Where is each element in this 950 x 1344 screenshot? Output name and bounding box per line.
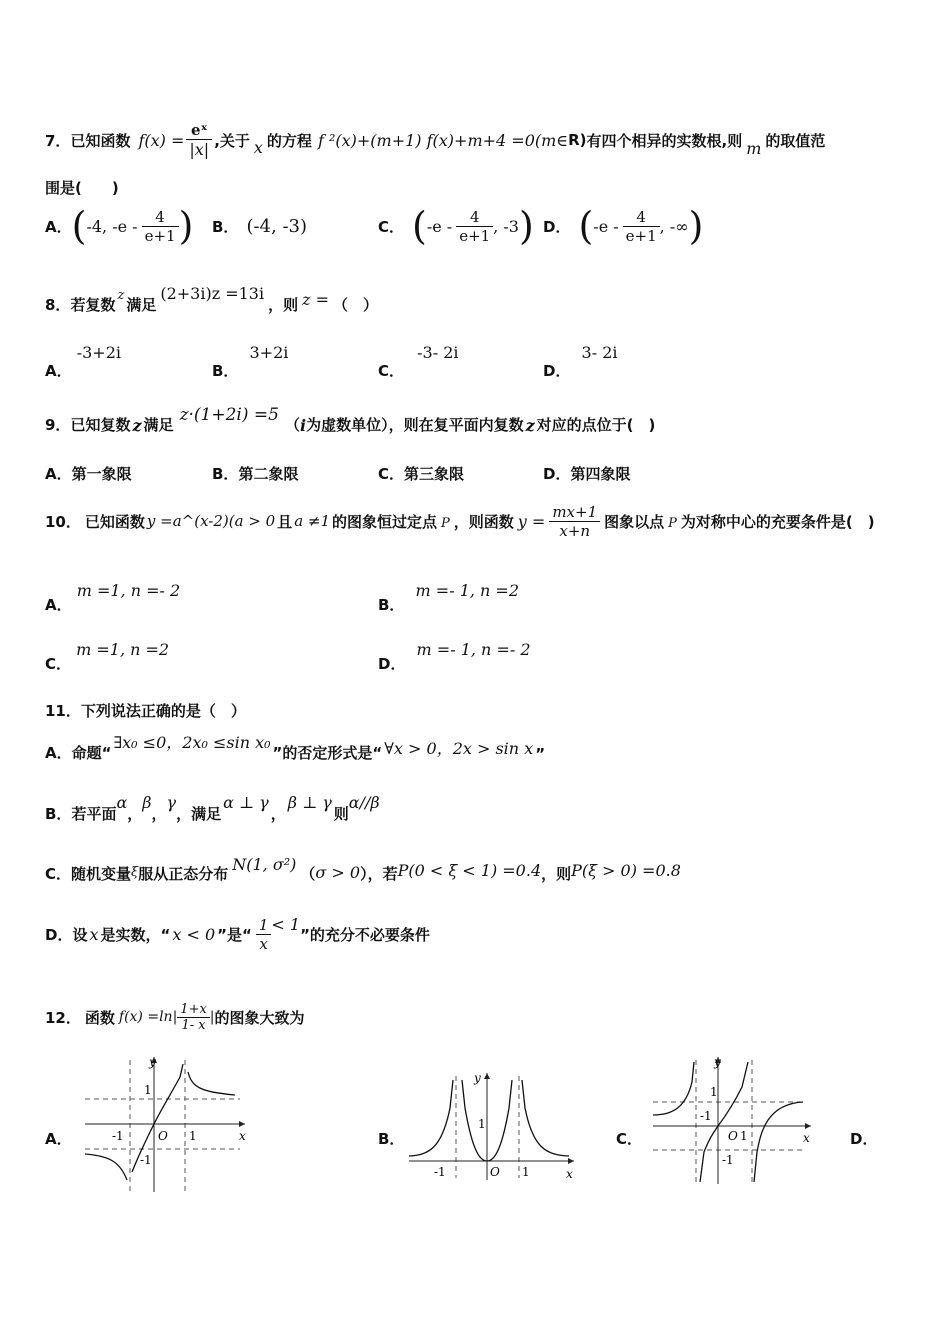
q7-text-1: 已知函数	[70, 131, 131, 150]
q9-text-3: （	[284, 416, 300, 434]
q11-option-c-text-3: （	[300, 865, 316, 883]
q11-number: 11．	[45, 702, 81, 720]
q10-y-numerator: mx+1	[549, 503, 600, 522]
q9-option-a	[45, 463, 132, 484]
q7-option-d-label: D．	[543, 217, 571, 236]
q8-stem	[45, 285, 378, 315]
q7-text-4: 有四个相异的实数根,则	[586, 131, 743, 150]
q7-func-denominator: |x|	[189, 140, 210, 159]
q8-text-4: （ ）	[333, 296, 379, 314]
q9-option-a-label: A．	[45, 465, 72, 483]
q7-equation-r: R)	[568, 131, 587, 149]
q7-option-d-rparen: )	[688, 204, 704, 248]
q12-a-tick-1-x: 1	[189, 1129, 197, 1143]
q10-option-b-text: m =- 1, n =2	[415, 581, 520, 600]
q12-option-c-label: C．	[616, 1130, 643, 1148]
q9-option-a-text: 第一象限	[71, 465, 132, 483]
q11-option-a-text-1: 命题“	[71, 744, 112, 762]
q7-equation: f ²(x)+(m+1) f(x)+m+4 =0(m∈	[317, 130, 569, 150]
q11-option-b-comma-3: ，	[270, 805, 286, 823]
q11-option-c-math-4: P(ξ > 0) =0.8	[571, 861, 681, 880]
q9-option-b-text: 第二象限	[238, 465, 299, 483]
q7-option-c	[378, 203, 534, 249]
q11-option-c	[45, 852, 681, 884]
q11-option-d-denominator: x	[259, 934, 268, 953]
q11-option-c-label: C．	[45, 865, 72, 883]
q11-option-d-text-1: 设	[72, 925, 88, 944]
q8-option-d-label: D．	[543, 362, 571, 380]
q7-option-a-pre: -4, -e -	[86, 216, 138, 236]
q10-text-2: 且	[277, 512, 293, 531]
q11-option-d-text-2: 是实数，“	[100, 925, 171, 944]
q9-text-5: 对应的点位于( )	[536, 416, 656, 434]
q7-option-d-numerator: 4	[623, 208, 660, 227]
q11-option-b	[45, 792, 380, 824]
q11-option-c-text-4: ），若	[360, 865, 398, 883]
q12-a-tick-neg1-y: -1	[140, 1153, 152, 1167]
q11-option-c-xi: ξ	[131, 865, 139, 880]
q11-option-a-math-2: ∀x > 0，2x > sin x	[384, 739, 534, 758]
q7-text-2: ,关于	[214, 131, 250, 150]
q10-option-b	[378, 580, 520, 614]
q10-text-5: 图象以点	[604, 512, 665, 531]
q12-c-tick-1-y: 1	[710, 1085, 718, 1099]
q10-stem	[45, 498, 875, 544]
q7-func-lhs: f(x) =	[138, 130, 185, 150]
q7-option-d-fraction	[623, 208, 660, 245]
q12-text-2: 的图象大致为	[214, 1008, 305, 1027]
q11-stem	[45, 700, 246, 721]
q9-z2: z	[525, 416, 535, 435]
q7-option-b-label: B．	[212, 217, 239, 236]
q11-option-d-lt: < 1	[271, 914, 301, 934]
q12-func-fraction	[177, 1002, 210, 1033]
q10-point-p2: P	[668, 515, 677, 531]
q8-text-3: ，则	[268, 296, 299, 314]
q10-option-a	[45, 580, 181, 614]
q8-option-a-text: -3+2i	[76, 343, 121, 362]
q10-option-a-text: m =1, n =- 2	[76, 581, 181, 600]
q12-text-1: 函数	[84, 1008, 115, 1027]
q12-a-tick-1-y: 1	[144, 1083, 152, 1097]
q10-number: 10．	[45, 512, 81, 531]
q10-text-4: ，则函数	[453, 512, 514, 531]
q8-option-c	[378, 342, 459, 380]
q11-option-d-fraction	[256, 916, 272, 953]
q10-option-a-label: A．	[45, 596, 72, 614]
q12-func-numerator: 1+x	[177, 1002, 210, 1018]
q11-option-b-comma-1: ，	[127, 805, 143, 823]
q10-y-denominator: x+n	[559, 521, 591, 540]
q10-function: y =a^(x-2)(a > 0	[146, 512, 276, 530]
q7-option-b	[212, 203, 307, 249]
q11-option-a-label: A．	[45, 744, 72, 762]
q10-text-1: 已知函数	[84, 512, 145, 531]
q7-option-a	[45, 203, 193, 249]
q7-option-c-rparen: )	[518, 204, 534, 248]
q7-option-c-post: , -3	[493, 216, 519, 236]
q11-option-d-text-4: ”的充分不必要条件	[300, 925, 430, 944]
q7-var-m: m	[746, 138, 762, 158]
q12-c-y-label: y	[714, 1055, 721, 1069]
q7-option-a-rparen: )	[178, 204, 194, 248]
q9-i: i	[299, 416, 307, 435]
q11-option-b-text-3: 则	[333, 805, 349, 823]
q8-var-z: z	[117, 288, 125, 303]
q11-option-b-label: B．	[45, 805, 72, 823]
q9-option-d-label: D．	[543, 465, 571, 483]
q11-option-d-numerator: 1	[256, 916, 272, 935]
q12-a-origin-label: O	[158, 1129, 168, 1143]
q12-option-c-graph	[648, 1052, 818, 1190]
q9-z1: z	[132, 416, 142, 435]
q8-ask: z =	[302, 290, 330, 309]
q12-c-origin-label: O	[728, 1129, 738, 1143]
q7-stem-line2: 围是( )	[45, 179, 119, 197]
q8-option-b-label: B．	[212, 362, 239, 380]
q11-option-d	[45, 910, 430, 958]
q7-option-d-lparen: (	[578, 204, 594, 248]
q10-option-c	[45, 639, 170, 673]
q11-option-a-text-3: ”	[535, 745, 546, 763]
q11-option-b-text-1: 若平面	[71, 805, 117, 823]
q11-option-b-text-2: ，满足	[176, 805, 222, 823]
q7-text-3: 的方程	[266, 131, 312, 150]
q10-option-c-label: C．	[45, 655, 72, 673]
q12-c-x-label: x	[803, 1131, 810, 1145]
q11-option-c-text-1: 随机变量	[71, 865, 132, 883]
q10-text-6: 为对称中心的充要条件是( )	[680, 512, 875, 531]
q11-option-b-comma-2: ，	[151, 805, 167, 823]
q9-text-1: 已知复数	[70, 416, 131, 434]
q10-option-d-text: m =- 1, n =- 2	[416, 640, 531, 659]
q7-stem	[45, 120, 825, 160]
q11-option-d-math-1: x < 0	[172, 924, 216, 944]
q8-option-d-text: 3- 2i	[581, 343, 618, 362]
q11-option-a-text-2: ”的否定形式是“	[272, 744, 383, 762]
q8-option-a	[45, 342, 121, 380]
q10-text-3: 的图象恒过定点	[332, 512, 438, 531]
q7-option-c-denominator: e+1	[459, 226, 491, 245]
q12-option-d-label: D．	[850, 1130, 878, 1148]
q12-b-tick-1-y: 1	[478, 1117, 486, 1131]
q7-var-x: x	[253, 137, 263, 157]
q8-text-1: 若复数	[70, 296, 116, 314]
q11-option-a	[45, 733, 545, 763]
q12-option-a-graph	[80, 1052, 260, 1198]
q7-option-d-denominator: e+1	[625, 226, 657, 245]
q9-text-4: 为虚数单位），则在复平面内复数	[306, 416, 524, 434]
q7-option-a-lparen: (	[71, 204, 87, 248]
q12-b-tick-neg1-x: -1	[434, 1165, 446, 1179]
q11-option-c-math-1: N(1, σ²)	[232, 855, 297, 874]
q12-b-origin-label: O	[490, 1165, 500, 1179]
q9-option-b-label: B．	[212, 465, 239, 483]
q7-option-c-pre: -e -	[426, 216, 453, 236]
q10-point-p1: P	[441, 515, 450, 531]
q7-text-5: 的取值范	[765, 131, 826, 150]
q9-option-c	[378, 463, 464, 484]
q11-option-d-label: D．	[45, 925, 73, 944]
q10-option-b-label: B．	[378, 596, 405, 614]
q11-text: 下列说法正确的是（ ）	[80, 702, 246, 720]
q7-option-d	[543, 203, 703, 249]
q7-option-d-pre: -e -	[593, 216, 619, 236]
q12-b-tick-1-x: 1	[522, 1165, 530, 1179]
q7-option-b-text: (-4, -3)	[246, 215, 307, 237]
q12-stem	[45, 996, 305, 1038]
q12-c-tick-neg1-y: -1	[722, 1153, 734, 1167]
q8-option-d	[543, 342, 618, 380]
q9-option-d	[543, 463, 630, 484]
q12-a-tick-neg1-x: -1	[112, 1129, 124, 1143]
q10-condition: a ≠1	[294, 512, 331, 530]
q9-option-b	[212, 463, 298, 484]
q11-option-c-math-2: σ > 0	[315, 863, 361, 882]
q11-option-b-math-2: β ⊥ γ	[287, 793, 332, 812]
q11-option-b-math-3: α//β	[348, 793, 380, 812]
q8-option-c-label: C．	[378, 362, 405, 380]
q10-option-c-text: m =1, n =2	[76, 640, 170, 659]
q8-condition: (2+3i)z =13i	[160, 284, 265, 303]
q12-func-rhs: |	[209, 1009, 215, 1025]
q9-option-c-label: C．	[378, 465, 405, 483]
q12-number: 12．	[45, 1008, 81, 1027]
q7-option-c-label: C．	[378, 217, 405, 236]
q7-option-a-numerator: 4	[142, 208, 179, 227]
q7-option-a-label: A．	[45, 217, 72, 236]
q12-option-b-graph	[404, 1068, 579, 1186]
q7-func-numerator: eˣ	[186, 121, 212, 140]
q7-func-fraction	[186, 121, 212, 159]
q10-y-fraction	[549, 503, 600, 540]
q7-option-c-fraction	[456, 208, 493, 245]
q9-text-2: 满足	[143, 416, 174, 434]
q10-y-lhs: y =	[517, 511, 546, 531]
q10-option-d	[378, 639, 531, 673]
q12-a-y-label: y	[149, 1055, 156, 1069]
q8-option-c-text: -3- 2i	[417, 343, 459, 362]
q12-c-tick-1-x: 1	[740, 1129, 748, 1143]
q12-c-tick-neg1-x: -1	[700, 1109, 712, 1123]
q7-option-a-denominator: e+1	[144, 226, 176, 245]
q11-option-b-alpha: α	[116, 793, 128, 812]
q11-option-b-beta: β	[142, 793, 152, 812]
q7-option-c-numerator: 4	[456, 208, 493, 227]
q10-option-d-label: D．	[378, 655, 406, 673]
q12-option-b-label: B．	[378, 1130, 405, 1148]
q8-option-a-label: A．	[45, 362, 72, 380]
q12-func-lhs: f(x) =ln|	[118, 1009, 178, 1025]
q12-a-x-label: x	[239, 1129, 246, 1143]
q12-b-y-label: y	[474, 1071, 481, 1085]
q7-option-c-lparen: (	[412, 204, 427, 248]
q7-option-d-post: , -∞	[659, 216, 689, 236]
q12-func-denominator: 1- x	[181, 1017, 206, 1033]
q11-option-c-text-5: ，则	[541, 865, 572, 883]
q9-stem	[45, 405, 655, 435]
q8-option-b	[212, 342, 289, 380]
q8-text-2: 满足	[126, 296, 157, 314]
q11-option-c-text-2: 服从正态分布	[138, 865, 229, 883]
q11-option-b-gamma: γ	[166, 793, 177, 812]
q11-option-c-math-3: P(0 < ξ < 1) =0.4	[397, 861, 542, 880]
q12-b-x-label: x	[566, 1167, 573, 1181]
q11-option-b-math-1: α ⊥ γ	[223, 793, 269, 812]
q11-option-a-math-1: ∃x₀ ≤0，2x₀ ≤sin x₀	[113, 733, 271, 752]
q9-number: 9．	[45, 416, 71, 434]
q9-option-d-text: 第四象限	[570, 465, 631, 483]
q12-option-a-label: A．	[45, 1130, 72, 1148]
q11-option-d-x: x	[89, 924, 99, 944]
q8-number: 8．	[45, 296, 71, 314]
q9-condition: z·(1+2i) =5	[179, 405, 279, 425]
q11-option-d-text-3: ”是“	[217, 925, 252, 944]
q7-option-a-fraction	[142, 208, 179, 245]
q7-number: 7．	[45, 131, 71, 150]
q9-option-c-text: 第三象限	[404, 465, 465, 483]
q8-option-b-text: 3+2i	[249, 343, 289, 362]
